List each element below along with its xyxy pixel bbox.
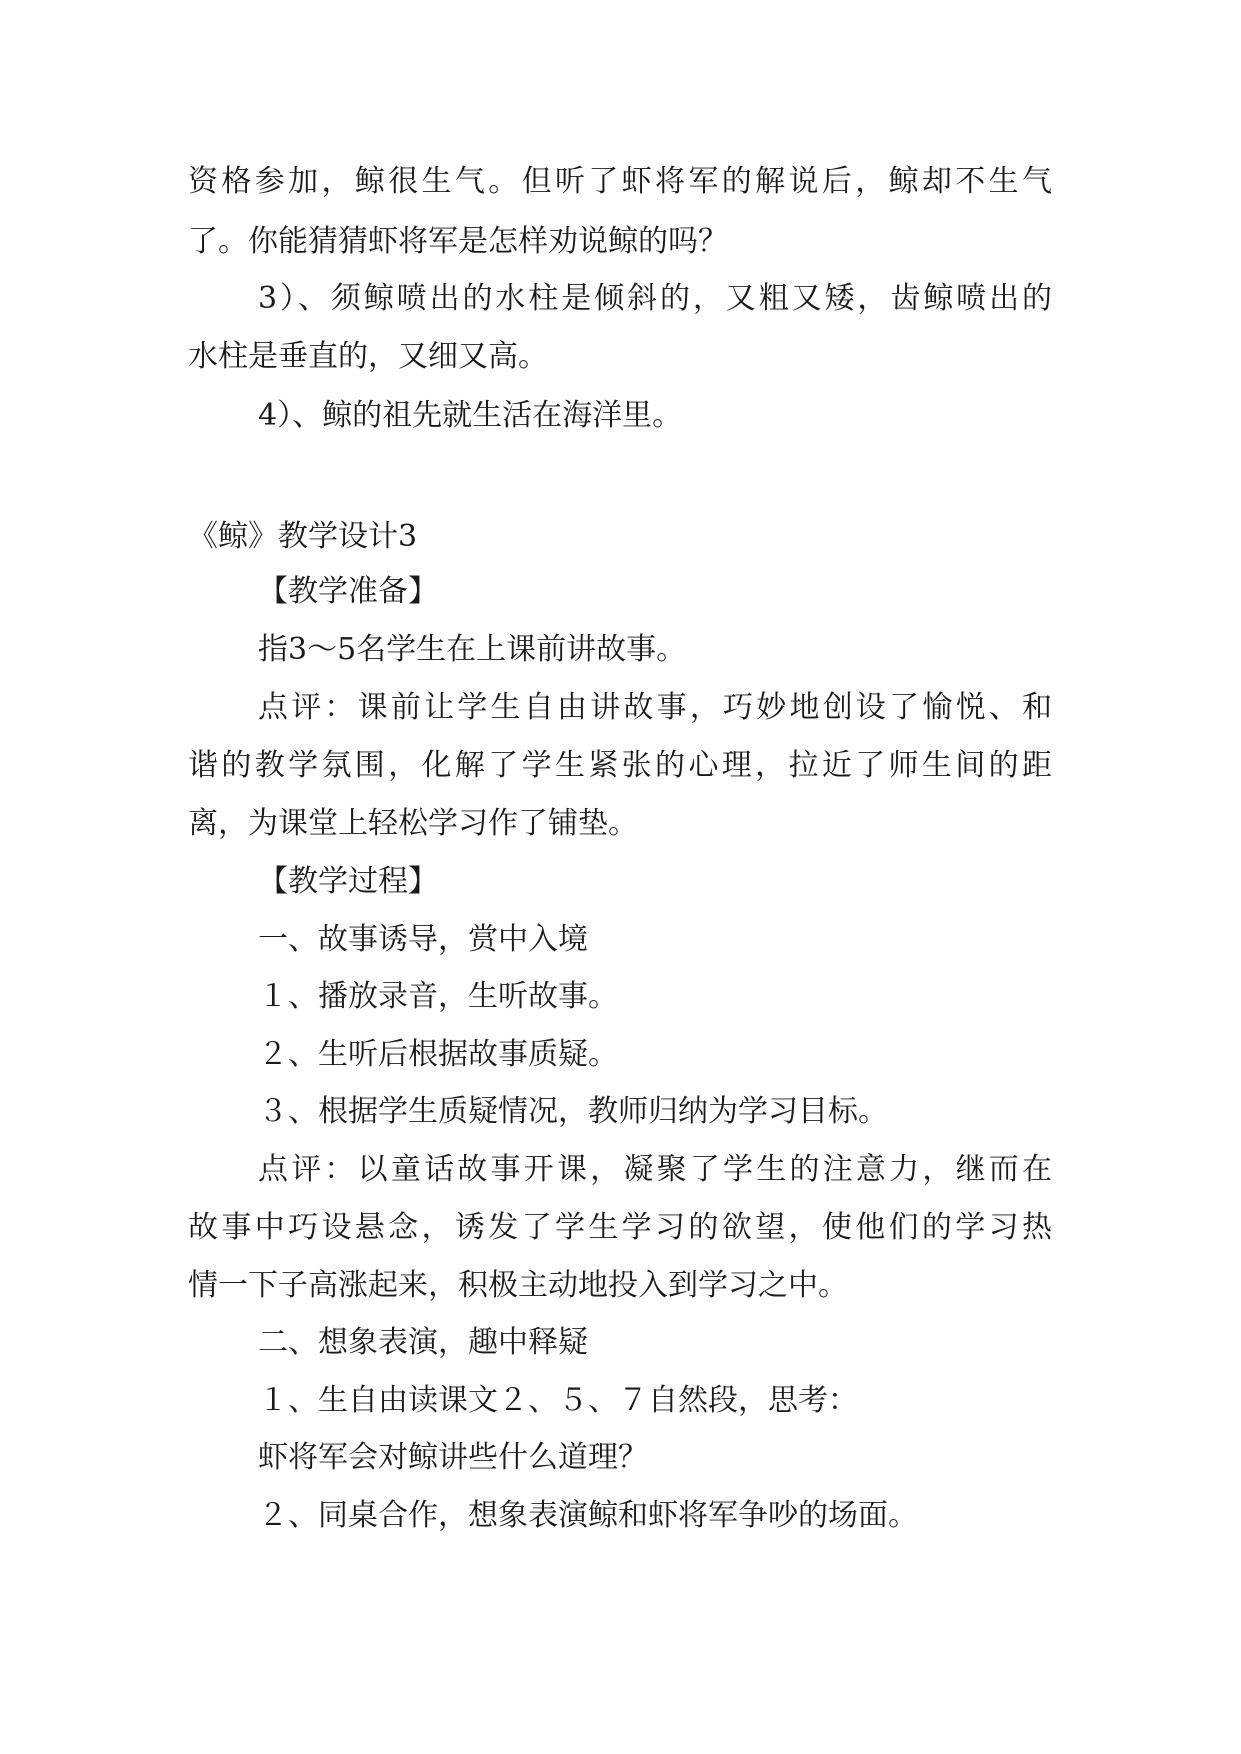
paragraph-line: 点评：以童话故事开课，凝聚了学生的注意力，继而在 (258, 1152, 1052, 1187)
paragraph-line: 一、故事诱导，赏中入境 (258, 922, 588, 957)
section-heading: 【教学准备】 (258, 574, 438, 609)
paragraph-line: 谐的教学氛围，化解了学生紧张的心理，拉近了师生间的距 (188, 748, 1052, 783)
list-item: ３、根据学生质疑情况，教师归纳为学习目标。 (258, 1094, 888, 1129)
list-item: ２、同桌合作，想象表演鲸和虾将军争吵的场面。 (258, 1498, 918, 1533)
list-item: ２、生听后根据故事质疑。 (258, 1037, 618, 1072)
list-item: １、播放录音，生听故事。 (258, 979, 618, 1014)
list-item: １、生自由读课文２、５、７自然段，思考： (258, 1383, 858, 1418)
section-heading: 【教学过程】 (258, 864, 438, 899)
paragraph-line: 二、想象表演，趣中释疑 (258, 1325, 588, 1360)
paragraph-line: 情一下子高涨起来，积极主动地投入到学习之中。 (188, 1268, 848, 1303)
paragraph-line: 资格参加，鲸很生气。但听了虾将军的解说后，鲸却不生气 (188, 164, 1052, 199)
paragraph-line: 指3～5名学生在上课前讲故事。 (258, 632, 687, 667)
paragraph-line: 点评：课前让学生自由讲故事，巧妙地创设了愉悦、和 (258, 690, 1052, 725)
paragraph-line: 水柱是垂直的，又细又高。 (188, 339, 548, 374)
paragraph-line: 4）、鲸的祖先就生活在海洋里。 (258, 398, 683, 433)
paragraph-line: 离，为课堂上轻松学习作了铺垫。 (188, 806, 638, 841)
paragraph-line: 3）、须鲸喷出的水柱是倾斜的，又粗又矮，齿鲸喷出的 (258, 281, 1052, 316)
paragraph-line: 了。你能猜猜虾将军是怎样劝说鲸的吗？ (188, 224, 728, 259)
paragraph-line: 故事中巧设悬念，诱发了学生学习的欲望，使他们的学习热 (188, 1210, 1052, 1245)
section-title: 《鲸》教学设计3 (188, 519, 418, 554)
paragraph-line: 虾将军会对鲸讲些什么道理？ (258, 1440, 648, 1475)
